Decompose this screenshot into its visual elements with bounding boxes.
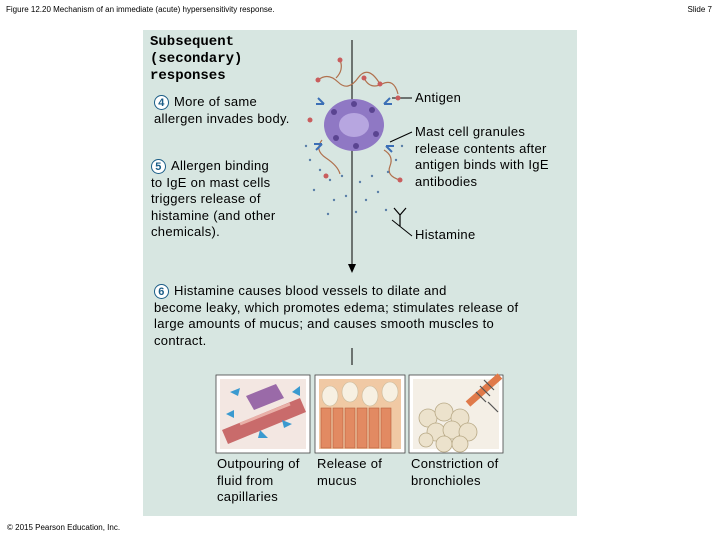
step-number-badge: 5 — [151, 159, 166, 174]
step-number-badge: 6 — [154, 284, 169, 299]
granules-leader-line — [390, 132, 412, 142]
histamine-granules-icon — [305, 145, 403, 215]
panel-title-line: (secondary) — [150, 51, 243, 67]
step-4-first-line: More of same — [174, 94, 258, 109]
bronchiole-constriction-illustration — [409, 375, 503, 453]
step-5-text: to IgE on mast cells triggers release of histamine (and other chemicals). — [151, 174, 276, 239]
histamine-leader-line — [392, 220, 412, 236]
step-6-text: become leaky, which promotes edema; stimulates release of large amounts of mucus; and causes smooth muscles to contract. — [154, 299, 519, 348]
panel-title-line: responses — [150, 68, 226, 84]
step-number-badge: 4 — [154, 95, 169, 110]
step-6-first-line: Histamine causes blood vessels to dilate and — [174, 283, 447, 298]
effect-caption-fluid: Outpouring of fluid from capillaries — [217, 456, 300, 504]
slide-number: Slide 7 — [687, 5, 712, 14]
fluid-outpouring-illustration — [216, 375, 310, 453]
mast-cell-icon — [314, 98, 394, 152]
flow-arrow-head — [348, 264, 356, 273]
panel-title-line: Subsequent — [150, 34, 235, 50]
effect-caption-bronchioles: Constriction of bronchioles — [411, 456, 499, 488]
effect-caption-mucus: Release of mucus — [317, 456, 383, 488]
figure-title: Figure 12.20 Mechanism of an immediate (acute) hypersensitivity response. — [6, 5, 275, 14]
mucus-release-illustration — [315, 375, 405, 453]
copyright: © 2015 Pearson Education, Inc. — [7, 523, 121, 532]
antigen-label: Antigen — [415, 90, 462, 105]
mast-cell-granules-label: Mast cell granules release contents after antigen binds with IgE antibodies — [415, 124, 549, 189]
step-4-text: allergen invades body. — [154, 110, 290, 126]
histamine-label: Histamine — [415, 227, 476, 242]
step-5-first-line: Allergen binding — [171, 158, 270, 173]
